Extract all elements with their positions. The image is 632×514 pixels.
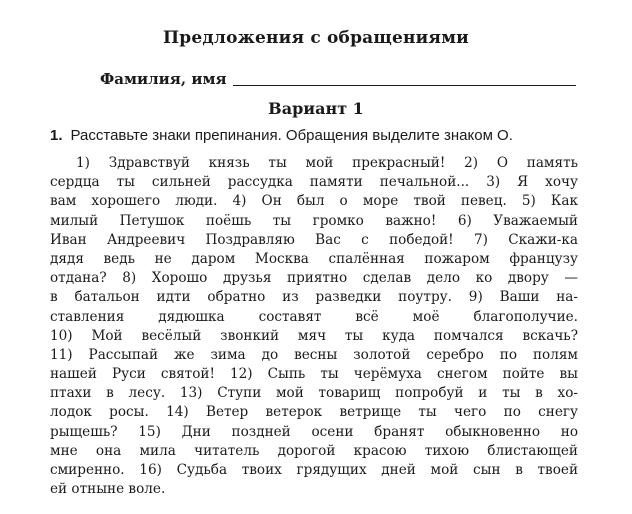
text-line: рыщешь? 15) Дни поздней осени бранят обыкновенно но (50, 423, 578, 440)
variant-heading: Вариант 1 (268, 99, 364, 118)
text-line: вам хорошего люди. 4) Он был о море твой певец. 5) Как (50, 193, 578, 210)
text-line: 11) Рассыпай же зима до весны золотой серебро по полям (50, 346, 578, 363)
name-label: Фамилия, имя (100, 70, 227, 88)
text-line: милый Петушок поёшь ты громко важно! 6) Уважаемый (50, 212, 578, 229)
text-line: ей отныне воле. (50, 481, 166, 498)
text-line: 1) Здравствуй князь ты мой прекрасный! 2) О память (76, 155, 578, 171)
text-line: сердца ты сильней рассудка памяти печальной... 3) Я хочу (50, 174, 578, 191)
text-line: дядя ведь не даром Москва спалённая пожаром французу (50, 250, 578, 267)
text-line: ставления дядюшка составят всё моё благополучие. (50, 308, 578, 325)
text-line: отдана? 8) Хорошо друзья приятно сделав дело ко двору — (50, 270, 578, 287)
task-number: 1. (50, 127, 63, 144)
text-line: 10) Мой весёлый звонкий мяч ты куда помчался вскачь? (50, 327, 578, 344)
text-line: нашей Руси святой! 12) Сыпь ты черёмуха снегом пойте вы (50, 366, 578, 383)
text-line: Иван Андреевич Поздравляю Вас с победой! 7) Скажи-ка (50, 231, 578, 248)
task-instruction: Расставьте знаки препинания. Обращения выделите знаком О. (70, 127, 513, 144)
exercise-text (50, 154, 578, 499)
text-line: птахи в лесу. 13) Ступи мой товарищ попробуй и ты в хо- (50, 385, 578, 402)
name-field-line (233, 69, 576, 86)
task-instruction-row (50, 126, 590, 146)
worksheet-title: Предложения с обращениями (163, 28, 469, 48)
text-line: мне она мила читатель дорогой красою тихою блистающей (50, 442, 578, 459)
text-line: в батальон идти обратно из разведки поутру. 9) Ваши на- (50, 289, 578, 306)
text-line: смиренно. 16) Судьба твоих грядущих дней мой сын в твоей (50, 462, 578, 478)
name-row (100, 66, 576, 88)
text-line: лодок росы. 14) Ветер ветерок ветрище ты чего по снегу (50, 404, 578, 421)
